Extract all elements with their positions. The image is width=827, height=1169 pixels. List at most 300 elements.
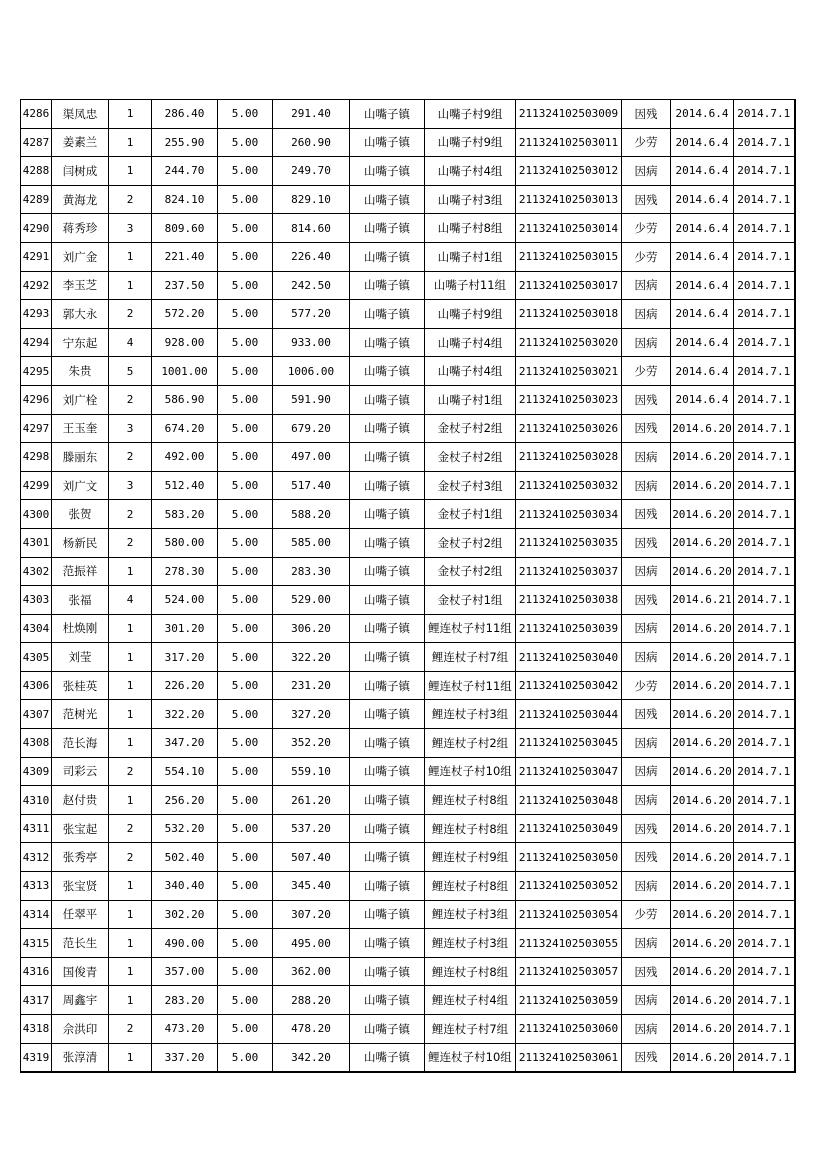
base-amount-cell: 337.20 bbox=[152, 1043, 218, 1072]
village-group-cell: 金杖子村1组 bbox=[425, 586, 516, 615]
base-amount-cell: 322.20 bbox=[152, 700, 218, 729]
supplement-cell: 5.00 bbox=[218, 300, 273, 329]
table-row bbox=[21, 185, 795, 214]
id-number-cell: 211324102503061 bbox=[516, 1043, 622, 1072]
total-amount-cell: 352.20 bbox=[273, 729, 350, 758]
total-amount-cell: 507.40 bbox=[273, 843, 350, 872]
supplement-cell: 5.00 bbox=[218, 214, 273, 243]
town-cell: 山嘴子镇 bbox=[350, 357, 425, 386]
row-number-cell: 4292 bbox=[21, 271, 52, 300]
town-cell: 山嘴子镇 bbox=[350, 242, 425, 271]
household-size-cell: 1 bbox=[109, 671, 152, 700]
effective-date-cell: 2014.7.1 bbox=[734, 528, 795, 557]
row-number-cell: 4288 bbox=[21, 157, 52, 186]
total-amount-cell: 261.20 bbox=[273, 786, 350, 815]
start-date-cell: 2014.6.20 bbox=[671, 700, 734, 729]
total-amount-cell: 495.00 bbox=[273, 929, 350, 958]
table-row bbox=[21, 614, 795, 643]
supplement-cell: 5.00 bbox=[218, 786, 273, 815]
row-number-cell: 4302 bbox=[21, 557, 52, 586]
name-cell: 张宝起 bbox=[52, 814, 109, 843]
town-cell: 山嘴子镇 bbox=[350, 185, 425, 214]
effective-date-cell: 2014.7.1 bbox=[734, 471, 795, 500]
supplement-cell: 5.00 bbox=[218, 557, 273, 586]
id-number-cell: 211324102503048 bbox=[516, 786, 622, 815]
row-number-cell: 4293 bbox=[21, 300, 52, 329]
household-size-cell: 1 bbox=[109, 614, 152, 643]
village-group-cell: 山嘴子村1组 bbox=[425, 385, 516, 414]
name-cell: 渠凤忠 bbox=[52, 100, 109, 129]
reason-cell: 因病 bbox=[622, 986, 671, 1015]
row-number-cell: 4295 bbox=[21, 357, 52, 386]
household-size-cell: 4 bbox=[109, 328, 152, 357]
effective-date-cell: 2014.7.1 bbox=[734, 128, 795, 157]
town-cell: 山嘴子镇 bbox=[350, 671, 425, 700]
supplement-cell: 5.00 bbox=[218, 1015, 273, 1044]
village-group-cell: 鲤连杖子村9组 bbox=[425, 843, 516, 872]
row-number-cell: 4318 bbox=[21, 1015, 52, 1044]
row-number-cell: 4307 bbox=[21, 700, 52, 729]
table-row bbox=[21, 671, 795, 700]
household-size-cell: 1 bbox=[109, 100, 152, 129]
base-amount-cell: 357.00 bbox=[152, 957, 218, 986]
village-group-cell: 鲤连杖子村8组 bbox=[425, 957, 516, 986]
effective-date-cell: 2014.7.1 bbox=[734, 500, 795, 529]
town-cell: 山嘴子镇 bbox=[350, 157, 425, 186]
name-cell: 王玉奎 bbox=[52, 414, 109, 443]
start-date-cell: 2014.6.20 bbox=[671, 1043, 734, 1072]
total-amount-cell: 342.20 bbox=[273, 1043, 350, 1072]
row-number-cell: 4310 bbox=[21, 786, 52, 815]
reason-cell: 因残 bbox=[622, 528, 671, 557]
name-cell: 范长生 bbox=[52, 929, 109, 958]
row-number-cell: 4306 bbox=[21, 671, 52, 700]
village-group-cell: 鲤连杖子村8组 bbox=[425, 872, 516, 901]
effective-date-cell: 2014.7.1 bbox=[734, 557, 795, 586]
supplement-cell: 5.00 bbox=[218, 757, 273, 786]
id-number-cell: 211324102503020 bbox=[516, 328, 622, 357]
id-number-cell: 211324102503009 bbox=[516, 100, 622, 129]
total-amount-cell: 577.20 bbox=[273, 300, 350, 329]
start-date-cell: 2014.6.20 bbox=[671, 814, 734, 843]
town-cell: 山嘴子镇 bbox=[350, 586, 425, 615]
effective-date-cell: 2014.7.1 bbox=[734, 814, 795, 843]
name-cell: 黄海龙 bbox=[52, 185, 109, 214]
table-row bbox=[21, 957, 795, 986]
reason-cell: 因病 bbox=[622, 872, 671, 901]
start-date-cell: 2014.6.20 bbox=[671, 929, 734, 958]
id-number-cell: 211324102503012 bbox=[516, 157, 622, 186]
village-group-cell: 鲤连杖子村8组 bbox=[425, 814, 516, 843]
table-row bbox=[21, 357, 795, 386]
row-number-cell: 4315 bbox=[21, 929, 52, 958]
town-cell: 山嘴子镇 bbox=[350, 729, 425, 758]
table-row bbox=[21, 328, 795, 357]
reason-cell: 因病 bbox=[622, 443, 671, 472]
household-size-cell: 1 bbox=[109, 986, 152, 1015]
household-size-cell: 2 bbox=[109, 185, 152, 214]
start-date-cell: 2014.6.20 bbox=[671, 614, 734, 643]
household-size-cell: 2 bbox=[109, 443, 152, 472]
supplement-cell: 5.00 bbox=[218, 957, 273, 986]
supplement-cell: 5.00 bbox=[218, 242, 273, 271]
id-number-cell: 211324102503017 bbox=[516, 271, 622, 300]
total-amount-cell: 306.20 bbox=[273, 614, 350, 643]
reason-cell: 因残 bbox=[622, 414, 671, 443]
base-amount-cell: 473.20 bbox=[152, 1015, 218, 1044]
row-number-cell: 4299 bbox=[21, 471, 52, 500]
effective-date-cell: 2014.7.1 bbox=[734, 757, 795, 786]
reason-cell: 少劳 bbox=[622, 671, 671, 700]
base-amount-cell: 286.40 bbox=[152, 100, 218, 129]
start-date-cell: 2014.6.20 bbox=[671, 786, 734, 815]
row-number-cell: 4309 bbox=[21, 757, 52, 786]
town-cell: 山嘴子镇 bbox=[350, 929, 425, 958]
supplement-cell: 5.00 bbox=[218, 671, 273, 700]
start-date-cell: 2014.6.20 bbox=[671, 986, 734, 1015]
town-cell: 山嘴子镇 bbox=[350, 385, 425, 414]
row-number-cell: 4312 bbox=[21, 843, 52, 872]
village-group-cell: 鲤连杖子村7组 bbox=[425, 643, 516, 672]
town-cell: 山嘴子镇 bbox=[350, 786, 425, 815]
table-row bbox=[21, 586, 795, 615]
effective-date-cell: 2014.7.1 bbox=[734, 729, 795, 758]
row-number-cell: 4319 bbox=[21, 1043, 52, 1072]
row-number-cell: 4308 bbox=[21, 729, 52, 758]
village-group-cell: 鲤连杖子村8组 bbox=[425, 786, 516, 815]
effective-date-cell: 2014.7.1 bbox=[734, 385, 795, 414]
supplement-cell: 5.00 bbox=[218, 443, 273, 472]
village-group-cell: 鲤连杖子村10组 bbox=[425, 1043, 516, 1072]
total-amount-cell: 517.40 bbox=[273, 471, 350, 500]
effective-date-cell: 2014.7.1 bbox=[734, 214, 795, 243]
total-amount-cell: 327.20 bbox=[273, 700, 350, 729]
reason-cell: 因病 bbox=[622, 271, 671, 300]
town-cell: 山嘴子镇 bbox=[350, 100, 425, 129]
total-amount-cell: 529.00 bbox=[273, 586, 350, 615]
base-amount-cell: 532.20 bbox=[152, 814, 218, 843]
household-size-cell: 5 bbox=[109, 357, 152, 386]
household-size-cell: 1 bbox=[109, 957, 152, 986]
base-amount-cell: 512.40 bbox=[152, 471, 218, 500]
household-size-cell: 3 bbox=[109, 471, 152, 500]
row-number-cell: 4297 bbox=[21, 414, 52, 443]
table-row bbox=[21, 271, 795, 300]
total-amount-cell: 322.20 bbox=[273, 643, 350, 672]
id-number-cell: 211324102503057 bbox=[516, 957, 622, 986]
start-date-cell: 2014.6.20 bbox=[671, 643, 734, 672]
row-number-cell: 4303 bbox=[21, 586, 52, 615]
village-group-cell: 山嘴子村3组 bbox=[425, 185, 516, 214]
base-amount-cell: 572.20 bbox=[152, 300, 218, 329]
household-size-cell: 1 bbox=[109, 729, 152, 758]
base-amount-cell: 237.50 bbox=[152, 271, 218, 300]
total-amount-cell: 249.70 bbox=[273, 157, 350, 186]
total-amount-cell: 933.00 bbox=[273, 328, 350, 357]
household-size-cell: 1 bbox=[109, 1043, 152, 1072]
name-cell: 郭大永 bbox=[52, 300, 109, 329]
table-row bbox=[21, 643, 795, 672]
start-date-cell: 2014.6.20 bbox=[671, 557, 734, 586]
effective-date-cell: 2014.7.1 bbox=[734, 185, 795, 214]
supplement-cell: 5.00 bbox=[218, 729, 273, 758]
id-number-cell: 211324102503028 bbox=[516, 443, 622, 472]
household-size-cell: 1 bbox=[109, 157, 152, 186]
effective-date-cell: 2014.7.1 bbox=[734, 1015, 795, 1044]
row-number-cell: 4314 bbox=[21, 900, 52, 929]
base-amount-cell: 317.20 bbox=[152, 643, 218, 672]
village-group-cell: 山嘴子村4组 bbox=[425, 328, 516, 357]
name-cell: 张宝贤 bbox=[52, 872, 109, 901]
base-amount-cell: 226.20 bbox=[152, 671, 218, 700]
start-date-cell: 2014.6.4 bbox=[671, 242, 734, 271]
row-number-cell: 4291 bbox=[21, 242, 52, 271]
household-size-cell: 3 bbox=[109, 214, 152, 243]
town-cell: 山嘴子镇 bbox=[350, 872, 425, 901]
reason-cell: 因残 bbox=[622, 185, 671, 214]
base-amount-cell: 340.40 bbox=[152, 872, 218, 901]
total-amount-cell: 537.20 bbox=[273, 814, 350, 843]
supplement-cell: 5.00 bbox=[218, 100, 273, 129]
village-group-cell: 鲤连杖子村11组 bbox=[425, 671, 516, 700]
base-amount-cell: 302.20 bbox=[152, 900, 218, 929]
id-number-cell: 211324102503035 bbox=[516, 528, 622, 557]
table-row bbox=[21, 214, 795, 243]
effective-date-cell: 2014.7.1 bbox=[734, 586, 795, 615]
start-date-cell: 2014.6.4 bbox=[671, 128, 734, 157]
base-amount-cell: 1001.00 bbox=[152, 357, 218, 386]
name-cell: 张桂英 bbox=[52, 671, 109, 700]
supplement-cell: 5.00 bbox=[218, 357, 273, 386]
town-cell: 山嘴子镇 bbox=[350, 1015, 425, 1044]
start-date-cell: 2014.6.20 bbox=[671, 729, 734, 758]
table-row bbox=[21, 986, 795, 1015]
table-row bbox=[21, 843, 795, 872]
base-amount-cell: 502.40 bbox=[152, 843, 218, 872]
total-amount-cell: 362.00 bbox=[273, 957, 350, 986]
start-date-cell: 2014.6.4 bbox=[671, 328, 734, 357]
effective-date-cell: 2014.7.1 bbox=[734, 843, 795, 872]
total-amount-cell: 497.00 bbox=[273, 443, 350, 472]
household-size-cell: 2 bbox=[109, 843, 152, 872]
id-number-cell: 211324102503013 bbox=[516, 185, 622, 214]
village-group-cell: 金杖子村2组 bbox=[425, 443, 516, 472]
start-date-cell: 2014.6.4 bbox=[671, 100, 734, 129]
id-number-cell: 211324102503047 bbox=[516, 757, 622, 786]
table-row bbox=[21, 300, 795, 329]
id-number-cell: 211324102503040 bbox=[516, 643, 622, 672]
base-amount-cell: 301.20 bbox=[152, 614, 218, 643]
start-date-cell: 2014.6.20 bbox=[671, 671, 734, 700]
start-date-cell: 2014.6.20 bbox=[671, 528, 734, 557]
village-group-cell: 山嘴子村9组 bbox=[425, 128, 516, 157]
row-number-cell: 4286 bbox=[21, 100, 52, 129]
name-cell: 范树光 bbox=[52, 700, 109, 729]
supplement-cell: 5.00 bbox=[218, 471, 273, 500]
reason-cell: 因残 bbox=[622, 1043, 671, 1072]
start-date-cell: 2014.6.4 bbox=[671, 385, 734, 414]
town-cell: 山嘴子镇 bbox=[350, 957, 425, 986]
row-number-cell: 4294 bbox=[21, 328, 52, 357]
table-row bbox=[21, 786, 795, 815]
table-row bbox=[21, 157, 795, 186]
village-group-cell: 鲤连杖子村11组 bbox=[425, 614, 516, 643]
supplement-cell: 5.00 bbox=[218, 414, 273, 443]
total-amount-cell: 242.50 bbox=[273, 271, 350, 300]
supplement-cell: 5.00 bbox=[218, 814, 273, 843]
effective-date-cell: 2014.7.1 bbox=[734, 957, 795, 986]
name-cell: 滕丽东 bbox=[52, 443, 109, 472]
base-amount-cell: 492.00 bbox=[152, 443, 218, 472]
base-amount-cell: 809.60 bbox=[152, 214, 218, 243]
name-cell: 范振祥 bbox=[52, 557, 109, 586]
total-amount-cell: 585.00 bbox=[273, 528, 350, 557]
start-date-cell: 2014.6.21 bbox=[671, 586, 734, 615]
supplement-cell: 5.00 bbox=[218, 929, 273, 958]
household-size-cell: 2 bbox=[109, 385, 152, 414]
start-date-cell: 2014.6.4 bbox=[671, 185, 734, 214]
total-amount-cell: 231.20 bbox=[273, 671, 350, 700]
reason-cell: 少劳 bbox=[622, 357, 671, 386]
base-amount-cell: 674.20 bbox=[152, 414, 218, 443]
total-amount-cell: 829.10 bbox=[273, 185, 350, 214]
table-row bbox=[21, 414, 795, 443]
table-row bbox=[21, 872, 795, 901]
id-number-cell: 211324102503039 bbox=[516, 614, 622, 643]
start-date-cell: 2014.6.4 bbox=[671, 300, 734, 329]
reason-cell: 因病 bbox=[622, 300, 671, 329]
reason-cell: 因病 bbox=[622, 614, 671, 643]
base-amount-cell: 255.90 bbox=[152, 128, 218, 157]
start-date-cell: 2014.6.20 bbox=[671, 757, 734, 786]
reason-cell: 因病 bbox=[622, 328, 671, 357]
effective-date-cell: 2014.7.1 bbox=[734, 357, 795, 386]
table-row bbox=[21, 557, 795, 586]
supplement-cell: 5.00 bbox=[218, 185, 273, 214]
total-amount-cell: 307.20 bbox=[273, 900, 350, 929]
effective-date-cell: 2014.7.1 bbox=[734, 786, 795, 815]
household-size-cell: 2 bbox=[109, 814, 152, 843]
id-number-cell: 211324102503054 bbox=[516, 900, 622, 929]
effective-date-cell: 2014.7.1 bbox=[734, 643, 795, 672]
household-size-cell: 1 bbox=[109, 643, 152, 672]
table-row bbox=[21, 471, 795, 500]
row-number-cell: 4301 bbox=[21, 528, 52, 557]
village-group-cell: 山嘴子村1组 bbox=[425, 242, 516, 271]
effective-date-cell: 2014.7.1 bbox=[734, 929, 795, 958]
id-number-cell: 211324102503014 bbox=[516, 214, 622, 243]
row-number-cell: 4289 bbox=[21, 185, 52, 214]
village-group-cell: 鲤连杖子村3组 bbox=[425, 929, 516, 958]
household-size-cell: 4 bbox=[109, 586, 152, 615]
supplement-cell: 5.00 bbox=[218, 1043, 273, 1072]
town-cell: 山嘴子镇 bbox=[350, 443, 425, 472]
household-size-cell: 1 bbox=[109, 929, 152, 958]
reason-cell: 因病 bbox=[622, 157, 671, 186]
reason-cell: 因残 bbox=[622, 586, 671, 615]
total-amount-cell: 283.30 bbox=[273, 557, 350, 586]
village-group-cell: 山嘴子村8组 bbox=[425, 214, 516, 243]
household-size-cell: 1 bbox=[109, 271, 152, 300]
total-amount-cell: 559.10 bbox=[273, 757, 350, 786]
row-number-cell: 4304 bbox=[21, 614, 52, 643]
household-size-cell: 1 bbox=[109, 872, 152, 901]
town-cell: 山嘴子镇 bbox=[350, 300, 425, 329]
supplement-cell: 5.00 bbox=[218, 385, 273, 414]
start-date-cell: 2014.6.4 bbox=[671, 357, 734, 386]
household-size-cell: 1 bbox=[109, 700, 152, 729]
household-size-cell: 2 bbox=[109, 757, 152, 786]
id-number-cell: 211324102503015 bbox=[516, 242, 622, 271]
village-group-cell: 鲤连杖子村2组 bbox=[425, 729, 516, 758]
supplement-cell: 5.00 bbox=[218, 271, 273, 300]
total-amount-cell: 679.20 bbox=[273, 414, 350, 443]
name-cell: 司彩云 bbox=[52, 757, 109, 786]
name-cell: 佘洪印 bbox=[52, 1015, 109, 1044]
name-cell: 国俊青 bbox=[52, 957, 109, 986]
reason-cell: 因病 bbox=[622, 557, 671, 586]
household-size-cell: 1 bbox=[109, 242, 152, 271]
start-date-cell: 2014.6.20 bbox=[671, 443, 734, 472]
town-cell: 山嘴子镇 bbox=[350, 614, 425, 643]
reason-cell: 因残 bbox=[622, 385, 671, 414]
row-number-cell: 4305 bbox=[21, 643, 52, 672]
base-amount-cell: 256.20 bbox=[152, 786, 218, 815]
village-group-cell: 山嘴子村9组 bbox=[425, 300, 516, 329]
relief-roster-table bbox=[20, 99, 796, 1073]
effective-date-cell: 2014.7.1 bbox=[734, 900, 795, 929]
base-amount-cell: 283.20 bbox=[152, 986, 218, 1015]
effective-date-cell: 2014.7.1 bbox=[734, 328, 795, 357]
name-cell: 周鑫宇 bbox=[52, 986, 109, 1015]
supplement-cell: 5.00 bbox=[218, 843, 273, 872]
reason-cell: 少劳 bbox=[622, 900, 671, 929]
start-date-cell: 2014.6.20 bbox=[671, 843, 734, 872]
total-amount-cell: 814.60 bbox=[273, 214, 350, 243]
supplement-cell: 5.00 bbox=[218, 157, 273, 186]
base-amount-cell: 221.40 bbox=[152, 242, 218, 271]
supplement-cell: 5.00 bbox=[218, 986, 273, 1015]
reason-cell: 因残 bbox=[622, 957, 671, 986]
name-cell: 李玉芝 bbox=[52, 271, 109, 300]
table-row bbox=[21, 242, 795, 271]
name-cell: 杨新民 bbox=[52, 528, 109, 557]
household-size-cell: 2 bbox=[109, 300, 152, 329]
start-date-cell: 2014.6.20 bbox=[671, 900, 734, 929]
household-size-cell: 2 bbox=[109, 528, 152, 557]
reason-cell: 因病 bbox=[622, 643, 671, 672]
town-cell: 山嘴子镇 bbox=[350, 328, 425, 357]
name-cell: 刘广金 bbox=[52, 242, 109, 271]
total-amount-cell: 226.40 bbox=[273, 242, 350, 271]
supplement-cell: 5.00 bbox=[218, 614, 273, 643]
village-group-cell: 鲤连杖子村7组 bbox=[425, 1015, 516, 1044]
reason-cell: 因病 bbox=[622, 757, 671, 786]
row-number-cell: 4317 bbox=[21, 986, 52, 1015]
village-group-cell: 鲤连杖子村3组 bbox=[425, 900, 516, 929]
start-date-cell: 2014.6.20 bbox=[671, 1015, 734, 1044]
town-cell: 山嘴子镇 bbox=[350, 900, 425, 929]
town-cell: 山嘴子镇 bbox=[350, 500, 425, 529]
effective-date-cell: 2014.7.1 bbox=[734, 242, 795, 271]
table-row bbox=[21, 757, 795, 786]
village-group-cell: 鲤连杖子村4组 bbox=[425, 986, 516, 1015]
total-amount-cell: 288.20 bbox=[273, 986, 350, 1015]
village-group-cell: 金杖子村2组 bbox=[425, 414, 516, 443]
effective-date-cell: 2014.7.1 bbox=[734, 300, 795, 329]
effective-date-cell: 2014.7.1 bbox=[734, 614, 795, 643]
table-row bbox=[21, 385, 795, 414]
